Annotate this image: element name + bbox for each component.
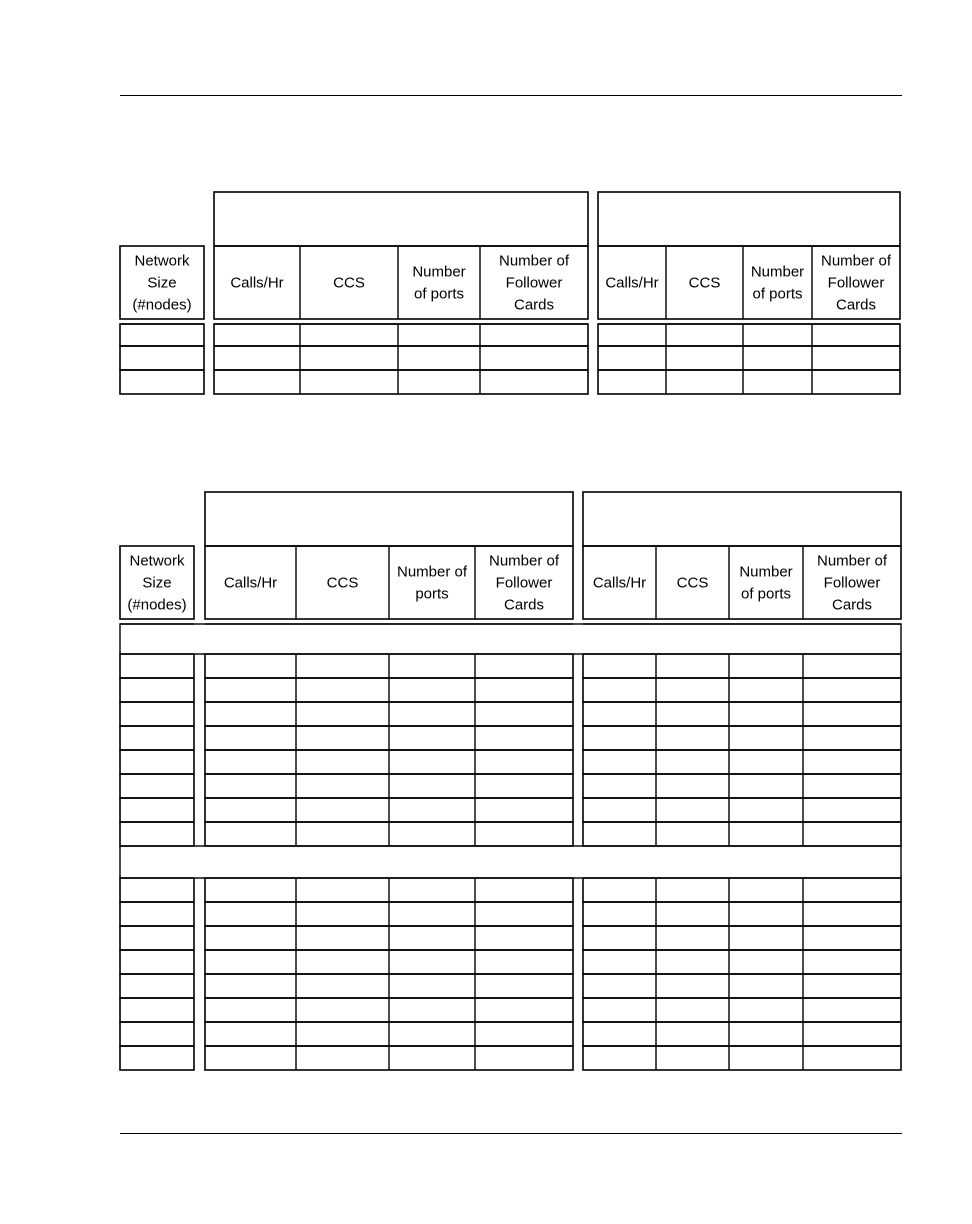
table-row	[214, 370, 588, 394]
table-row	[598, 370, 900, 394]
column-header-label: of ports	[413, 285, 465, 303]
table-row	[120, 726, 194, 750]
table-1	[120, 192, 900, 394]
table-row	[583, 750, 901, 774]
table-row	[583, 726, 901, 750]
table-2-left-group-header	[205, 492, 573, 546]
table-1-left-group-header	[214, 192, 588, 246]
network-size-label: Network	[129, 552, 185, 570]
table-row	[214, 346, 588, 370]
table-row	[583, 926, 901, 950]
table-row	[120, 878, 194, 902]
table-2	[120, 492, 901, 1070]
column-header-label: CCS	[676, 574, 709, 592]
column-header-label: ports	[415, 585, 449, 603]
table-row	[120, 370, 204, 394]
table-row	[583, 822, 901, 846]
table-row	[120, 702, 194, 726]
table-1-right-group-header	[598, 192, 900, 246]
column-header-label: Number	[412, 263, 466, 281]
column-header-label: Calls/Hr	[230, 274, 284, 292]
column-header-label: of ports	[752, 285, 803, 303]
column-header-label: Calls/Hr	[605, 274, 659, 292]
table-row	[120, 654, 194, 678]
network-size-label: Size	[147, 274, 177, 292]
section-band	[120, 624, 901, 654]
network-size-label: Network	[134, 252, 190, 270]
table-row	[120, 822, 194, 846]
table-row	[598, 346, 900, 370]
section-band	[120, 846, 901, 878]
network-size-label: Size	[142, 574, 172, 592]
table-row	[583, 798, 901, 822]
table-row	[583, 774, 901, 798]
table-row	[583, 950, 901, 974]
network-size-label: (#nodes)	[127, 596, 187, 614]
column-header-label: of ports	[740, 585, 792, 603]
table-row	[120, 974, 194, 998]
table-row	[120, 750, 194, 774]
table-row	[583, 878, 901, 902]
column-header-label: Number of	[820, 252, 892, 270]
table-row	[120, 798, 194, 822]
table-row	[583, 702, 901, 726]
table-row	[583, 902, 901, 926]
column-header-label: Number of	[816, 552, 888, 570]
column-header-label: Number of	[488, 552, 560, 570]
table-row	[120, 998, 194, 1022]
table-row	[598, 324, 900, 346]
column-header-label: Follower	[495, 574, 553, 592]
table-row	[120, 1022, 194, 1046]
table-row	[214, 324, 588, 346]
column-header-label: Cards	[831, 596, 873, 614]
table-row	[120, 774, 194, 798]
table-row	[583, 654, 901, 678]
column-header-label: Follower	[823, 574, 881, 592]
column-header-label: Cards	[513, 296, 555, 314]
table-row	[120, 1046, 194, 1070]
network-size-label: (#nodes)	[132, 296, 192, 314]
column-header-label: Number of	[396, 563, 468, 581]
table-row	[120, 324, 204, 346]
table-row	[583, 1046, 901, 1070]
table-row	[583, 998, 901, 1022]
column-header-label: Number of	[498, 252, 570, 270]
table-row	[583, 678, 901, 702]
column-header-label: Calls/Hr	[223, 574, 278, 592]
table-row	[583, 974, 901, 998]
column-header-label: Follower	[505, 274, 563, 292]
column-header-label: CCS	[333, 274, 365, 292]
table-row	[120, 950, 194, 974]
column-header-label: Calls/Hr	[592, 574, 647, 592]
table-row	[120, 346, 204, 370]
table-row	[120, 926, 194, 950]
column-header-label: Number	[750, 263, 805, 281]
column-header-label: CCS	[688, 274, 721, 292]
table-row	[583, 1022, 901, 1046]
column-header-label: Cards	[503, 596, 545, 614]
column-header-label: Follower	[827, 274, 885, 292]
table-2-right-group-header	[583, 492, 901, 546]
table-row	[120, 902, 194, 926]
column-header-label: CCS	[326, 574, 359, 592]
column-header-label: Number	[739, 563, 793, 581]
table-row	[120, 678, 194, 702]
column-header-label: Cards	[835, 296, 877, 314]
